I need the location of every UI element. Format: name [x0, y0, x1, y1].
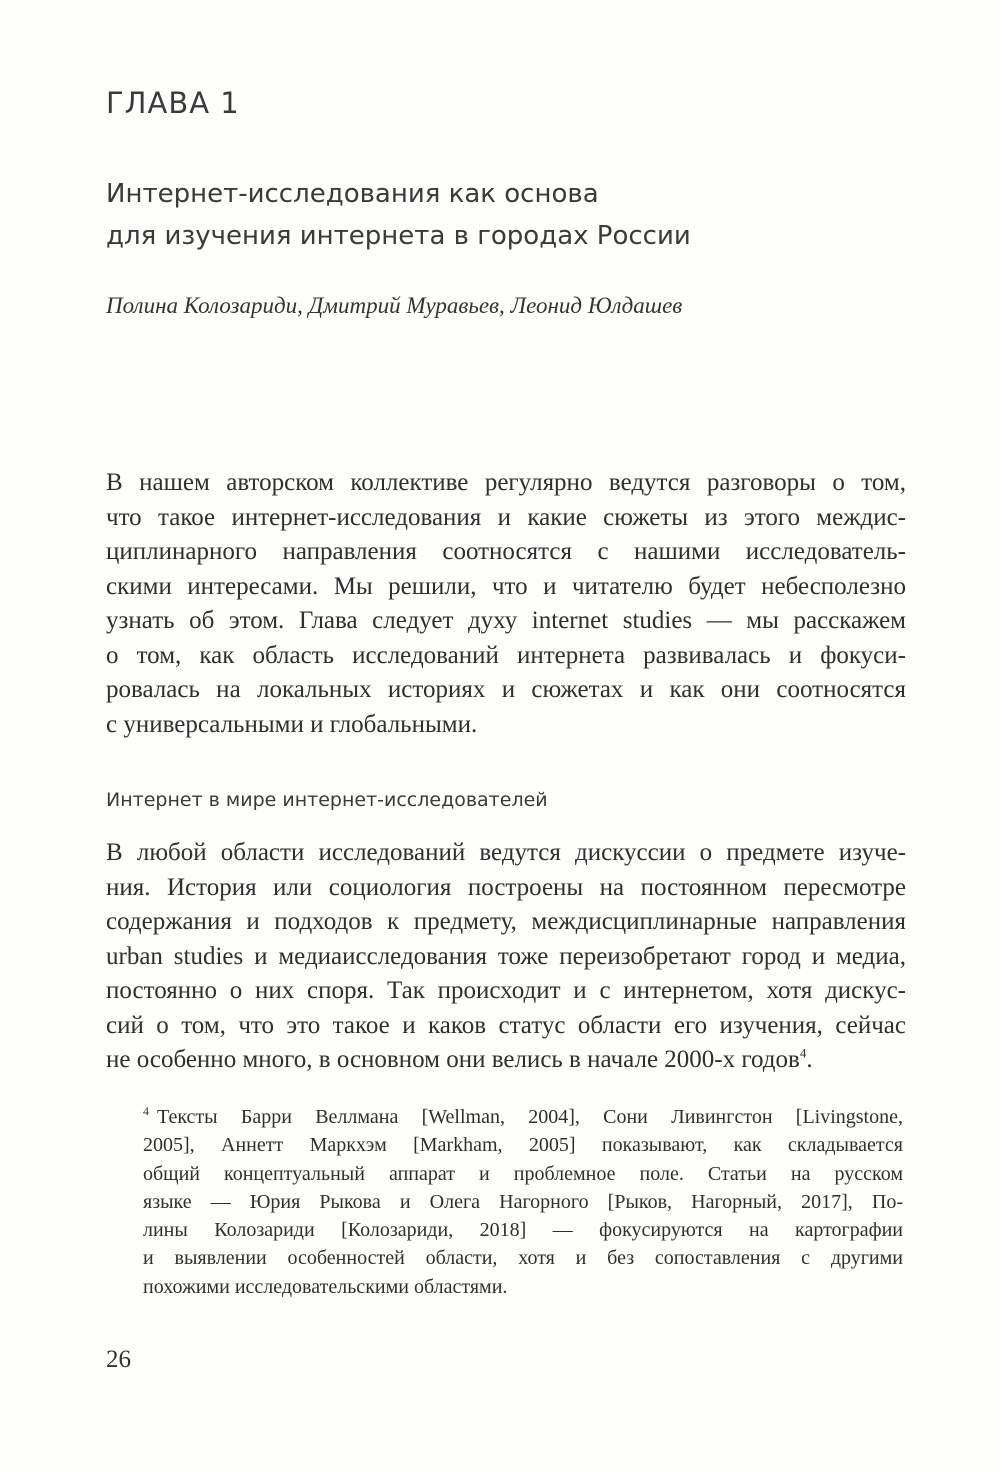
footnote-line: лины Колозариди [Колозариди, 2018] — фокусируются на картографии: [143, 1219, 903, 1242]
footnote-line: и выявлении особенностей области, хотя и без сопоставления с другими: [143, 1247, 903, 1270]
text-line: что такое интернет-исследования и какие сюжеты из этого междис-: [106, 503, 906, 531]
footnote-line: 2005], Аннетт Маркхэм [Markham, 2005] показывают, как складывается: [143, 1134, 903, 1157]
footnote-line-first: [143, 1103, 903, 1131]
chapter-title: [106, 173, 691, 257]
body-paragraph: [106, 836, 906, 1078]
chapter-title-line: Интернет-исследования как основа: [106, 179, 599, 209]
chapter-title-line: для изучения интернета в городах России: [106, 221, 691, 251]
text-line: сий о том, что это такое и каков статус области его изучения, сейчас: [106, 1011, 906, 1039]
footnote-line: похожими исследовательскими областями.: [143, 1275, 508, 1298]
footnote-line: общий концептуальный аппарат и проблемное поле. Статьи на русском: [143, 1162, 903, 1185]
footnote-line: языке — Юрия Рыкова и Олега Нагорного [Рыков, Нагорный, 2017], По-: [143, 1190, 903, 1213]
section-heading: Интернет в мире интернет-исследователей: [106, 789, 548, 811]
page-number: 26: [106, 1346, 131, 1373]
text-line: содержания и подходов к предмету, междисциплинарные направления: [106, 908, 906, 935]
chapter-label: ГЛАВА 1: [106, 86, 240, 120]
text-line: скими интересами. Мы решили, что и читателю будет небесполезно: [106, 572, 906, 600]
authors: Полина Колозариди, Дмитрий Муравьев, Леонид Юлдашев: [106, 293, 683, 318]
text-line-last: не особенно много, в основном они велись в начале 2000-х годов$^4$.: [106, 1045, 813, 1073]
footnote-reference[interactable]: 4: [799, 1045, 807, 1061]
text-line: о том, как область исследований интернета развивалась и фокуси-: [106, 641, 906, 669]
text-line: с универсальными и глобальными.: [106, 710, 478, 738]
text-line: ровалась на локальных историях и сюжетах и как они соотносятся: [106, 676, 906, 703]
footnote-line-content: Тексты Барри Веллмана [Wellman, 2004], Сони Ливингстон [Livingstone,: [157, 1106, 903, 1128]
text-line: циплинарного направления соотносятся с нашими исследователь-: [106, 538, 906, 565]
footnote: [143, 1103, 903, 1301]
text-line: ния. История или социология построены на постоянном пересмотре: [106, 873, 906, 901]
text-line: узнать об этом. Глава следует духу internet studies — мы расскажем: [106, 607, 906, 634]
text-line: В любой области исследований ведутся дискуссии о предмете изуче-: [106, 839, 906, 866]
text-line-content: не особенно много, в основном они велись в начале 2000-х годов: [106, 1046, 800, 1073]
intro-paragraph: [106, 466, 906, 742]
text-line: постоянно о них споря. Так происходит и с интернетом, хотя дискус-: [106, 977, 906, 1004]
footnote-mark: 4: [143, 1104, 149, 1119]
text-line: В нашем авторском коллективе регулярно ведутся разговоры о том,: [106, 469, 906, 496]
text-line: urban studies и медиаисследования тоже переизобретают город и медиа,: [106, 942, 906, 970]
